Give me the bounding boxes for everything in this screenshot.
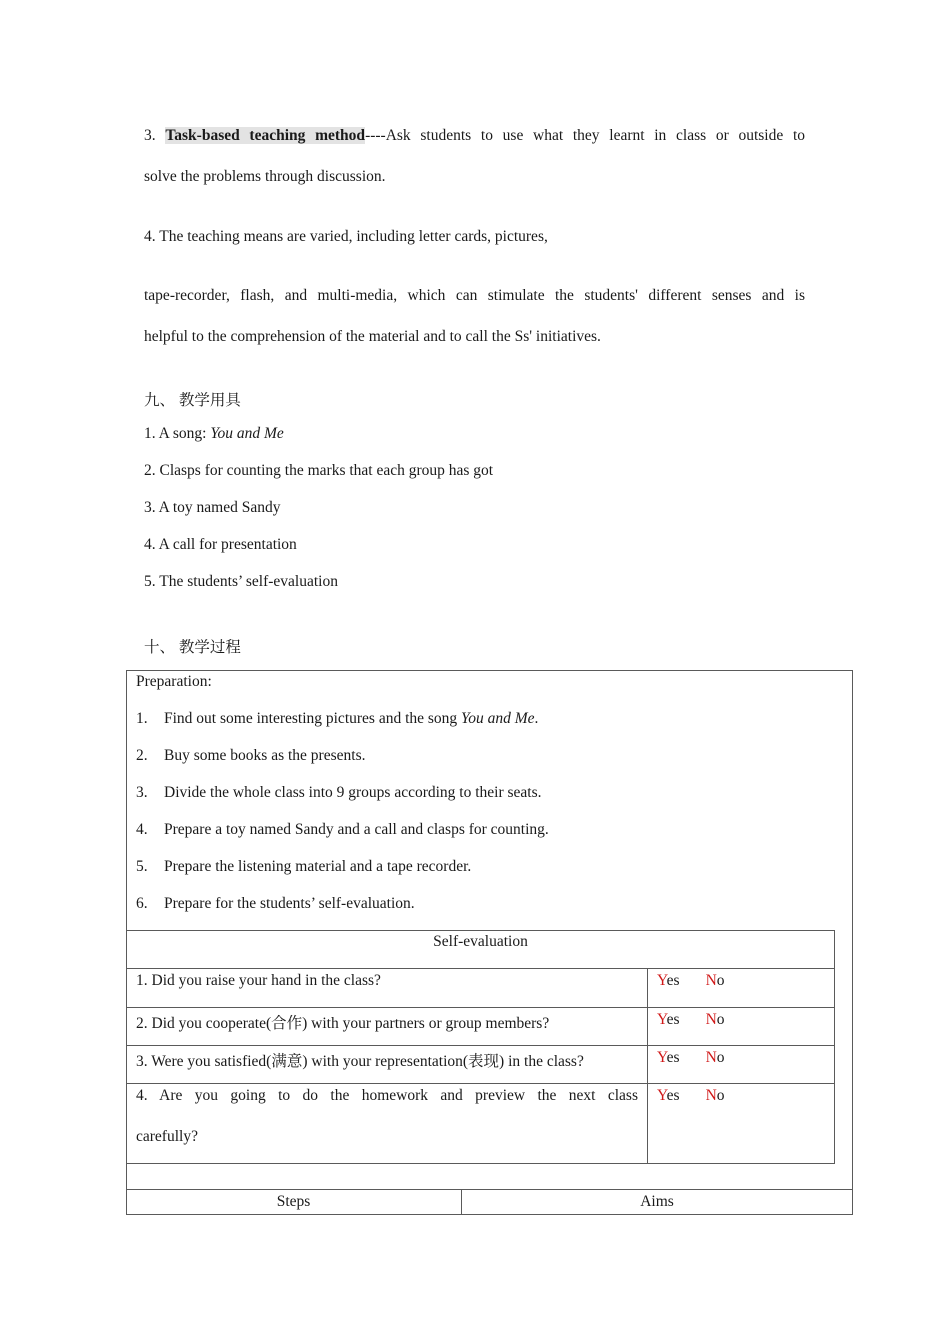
aims-header: Aims	[640, 1193, 674, 1210]
list-item: 2. Buy some books as the presents.	[136, 747, 366, 764]
paragraph-4-line-3: helpful to the comprehension of the material and to call the Ss' initiatives.	[144, 328, 601, 345]
table-row: 3. Were you satisfied(满意) with your representation(表现) in the class?	[136, 1053, 584, 1070]
section-9-heading: 九、 教学用具	[144, 392, 241, 409]
table-row: 2. Did you cooperate(合作) with your partners or group members?	[136, 1015, 550, 1032]
yes-option[interactable]: Yes	[657, 1087, 680, 1104]
list-item: 2. Clasps for counting the marks that each group has got	[144, 462, 494, 479]
table-divider	[126, 1045, 835, 1046]
no-option[interactable]: No	[705, 1049, 725, 1066]
self-evaluation-table	[126, 930, 835, 1164]
table-row: 4. Are you going to do the homework and preview the next class	[136, 1087, 638, 1104]
list-item: 3. A toy named Sandy	[144, 499, 281, 516]
list-item: 4. Prepare a toy named Sandy and a call and clasps for counting.	[136, 821, 549, 838]
table-divider	[126, 1083, 835, 1084]
table-row: carefully?	[136, 1128, 198, 1145]
table-divider	[647, 968, 648, 1164]
list-item: 6. Prepare for the students’ self-evaluation.	[136, 895, 415, 912]
paragraph-3-line-2: solve the problems through discussion.	[144, 168, 386, 185]
table-divider	[126, 1007, 835, 1008]
table-divider	[126, 968, 835, 969]
paragraph-3-line-1: 3. Task-based teaching method----Ask students to use what they learnt in class or outside to	[144, 127, 806, 144]
yes-no-options	[657, 972, 725, 990]
table-row: 1. Did you raise your hand in the class?	[136, 972, 381, 989]
list-item: 1. Find out some interesting pictures and the song You and Me.	[136, 710, 539, 727]
section-10-heading: 十、 教学过程	[144, 639, 241, 656]
yes-no-options	[657, 1011, 725, 1029]
yes-option[interactable]: Yes	[657, 1011, 680, 1028]
list-item: 4. A call for presentation	[144, 536, 297, 553]
no-option[interactable]: No	[705, 1087, 725, 1104]
yes-no-options	[657, 1049, 725, 1067]
list-item: 5. Prepare the listening material and a tape recorder.	[136, 858, 472, 875]
yes-no-options	[657, 1087, 725, 1105]
preparation-title: Preparation:	[136, 673, 212, 690]
yes-option[interactable]: Yes	[657, 1049, 680, 1066]
list-item: 5. The students’ self-evaluation	[144, 573, 338, 590]
paragraph-4-line-2: tape-recorder, flash, and multi-media, which can stimulate the students' different senses and is	[144, 287, 805, 304]
list-item: 3. Divide the whole class into 9 groups according to their seats.	[136, 784, 542, 801]
steps-header: Steps	[276, 1193, 311, 1210]
yes-option[interactable]: Yes	[657, 972, 680, 989]
self-evaluation-title: Self-evaluation	[433, 933, 528, 950]
no-option[interactable]: No	[705, 972, 725, 989]
no-option[interactable]: No	[705, 1011, 725, 1028]
paragraph-4-line-1: 4. The teaching means are varied, including letter cards, pictures,	[144, 228, 548, 245]
bold-highlight-term: Task-based teaching method	[165, 127, 366, 144]
list-item: 1. A song: You and Me	[144, 425, 284, 442]
